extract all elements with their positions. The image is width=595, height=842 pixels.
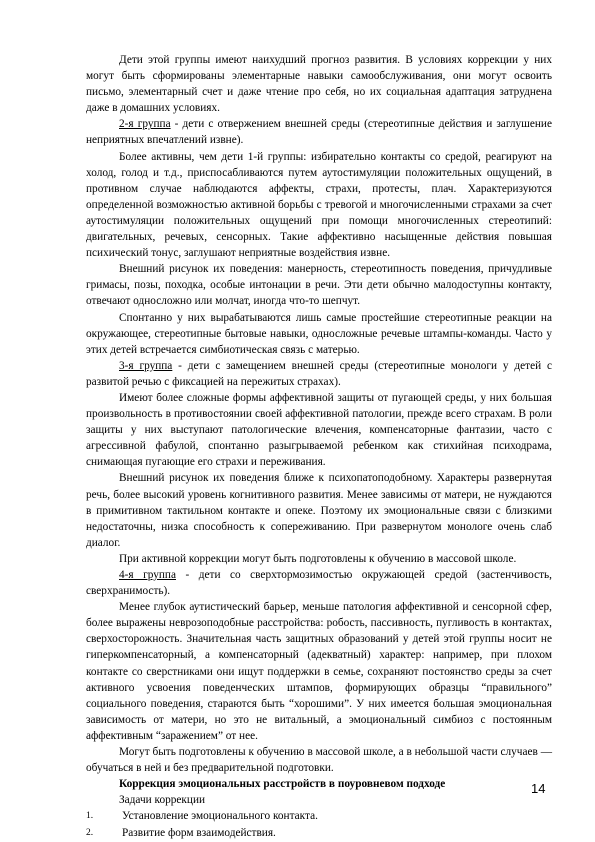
paragraph-group2-activity: Более активны, чем дети 1-й группы: избирательно контакты со средой, реагируют на холод, голод и т.д., приспосабливаются путем аутостимуляции положительных ощущений, в противном случае наблюдаются аффекты, страхи, протесты, плач. Характеризуются определенной возможностью активной борьбы с тревогой и многочисленными страхами за счет аутостимуляции положительных ощущений при помощи многочисленных стереотипий: двигательных, речевых, сенсорных. Такие аффективно насыщенные действия повышая психический тонус, заглушают неприятные воздействия извне. [86, 150, 552, 260]
group4-label: 4-я группа [119, 569, 176, 581]
paragraph-group4-schooling: Могут быть подготовлены к обучению в массовой школе, а в небольшой части случаев — обучаться в ней и без предварительной подготовки. [86, 746, 552, 775]
paragraph-group3-correction: При активной коррекции могут быть подготовлены к обучению в массовой школе. [119, 552, 517, 565]
paragraph-group3-behavior: Внешний рисунок их поведения ближе к психопатоподобному. Характеры развернутая речь, более высокий уровень когнитивного развития. Менее зависимы от матери, не нуждаются в примитивном тактильном контакте и опеке. Поэтому их эмоциональные связи с близкими недостаточны, низка способность к сопереживанию. При развернутом монологе очень слаб диалог. [86, 472, 552, 549]
paragraph-group3-defense: Имеют более сложные формы аффективной защиты от пугающей среды, у них большая произвольность в противостоянии своей аффективной патологии, прежде всего страхам. В роли защиты у них выступают патологические влечения, компенсаторные фантазии, часто с агрессивной фабулой, спонтанно разыгрываемой ребенком как стихийная психодрама, снимающая пугающие его страхи и переживания. [86, 391, 552, 469]
paragraph-group1-prognosis: Дети этой группы имеют наихудший прогноз развития. В условиях коррекции у них могут быть сформированы элементарные навыки самообслуживания, они могут освоить письмо, элементарный счет и даже чтение про себя, но их социальная адаптация затруднена даже в домашних условиях. [86, 54, 552, 115]
list-item-number: 1. [86, 811, 94, 822]
list-item-text: Развитие форм взаимодействия. [122, 826, 276, 839]
paragraph-group2-behavior: Внешний рисунок их поведения: манерность, стереотипность поведения, причудливые гримасы, позы, походка, особые интонации в речи. Эти дети обычно малодоступны контакту, отвечают односложно или молчат, иногда что-то шепчут. [86, 263, 552, 308]
page-number: 14 [531, 781, 546, 796]
subheading: Задачи коррекции [119, 794, 206, 807]
list-item [86, 825, 552, 841]
group2-text: - дети с отвержением внешней среды (стереотипные действия и заглушение неприятных впечатлений извне). [86, 118, 552, 147]
paragraph-group2-reactions: Спонтанно у них вырабатываются лишь самые простейшие стереотипные реакции на окружающее, стереотипные бытовые навыки, односложные речевые штампы-команды. Часто у этих детей встречается симбиотическая связь с матерью. [86, 311, 552, 356]
document-body [86, 52, 552, 841]
group4-text: - дети со сверхтормозимостью окружающей средой (застенчивость, сверхранимость). [86, 569, 552, 598]
list-item-number: 2. [86, 827, 94, 838]
paragraph-group3-definition [86, 358, 552, 390]
section-heading: Коррекция эмоциональных расстройств в поуровневом подходе [119, 778, 446, 791]
paragraph-group4-barrier: Менее глубок аутистический барьер, меньше патология аффективной и сенсорной сфер, более выражены неврозоподобные расстройства: робость, пассивность, пугливость в контактах, сверхосторожность. Значительная часть защитных образований у детей этой группы носит не гиперкомпенсаторный, а компенсаторный (адекватный) характер: например, при плохом контакте со сверстниками они ищут поддержки в семье, сохраняют постоянство среды за счет активного усвоения поведенческих штампов, формирующих образцы “правильного” социального поведения, стараются быть “хорошими”. У них имеется большая эмоциональная зависимость от матери, но это не витальный, а эмоциональный симбиоз с постоянным аффективным “заражением” от нее. [86, 601, 552, 742]
group2-label: 2-я группа [119, 118, 171, 131]
list-item [86, 808, 552, 824]
list-item-text: Установление эмоционального контакта. [122, 810, 318, 823]
paragraph-group2-definition [86, 116, 552, 148]
group3-text: - дети с замещением внешней среды (стереотипные монологи у детей с развитой речью с фиксацией на пережитых страхах). [86, 359, 552, 388]
paragraph-group4-definition [86, 567, 552, 599]
group3-label: 3-я группа [119, 359, 173, 372]
